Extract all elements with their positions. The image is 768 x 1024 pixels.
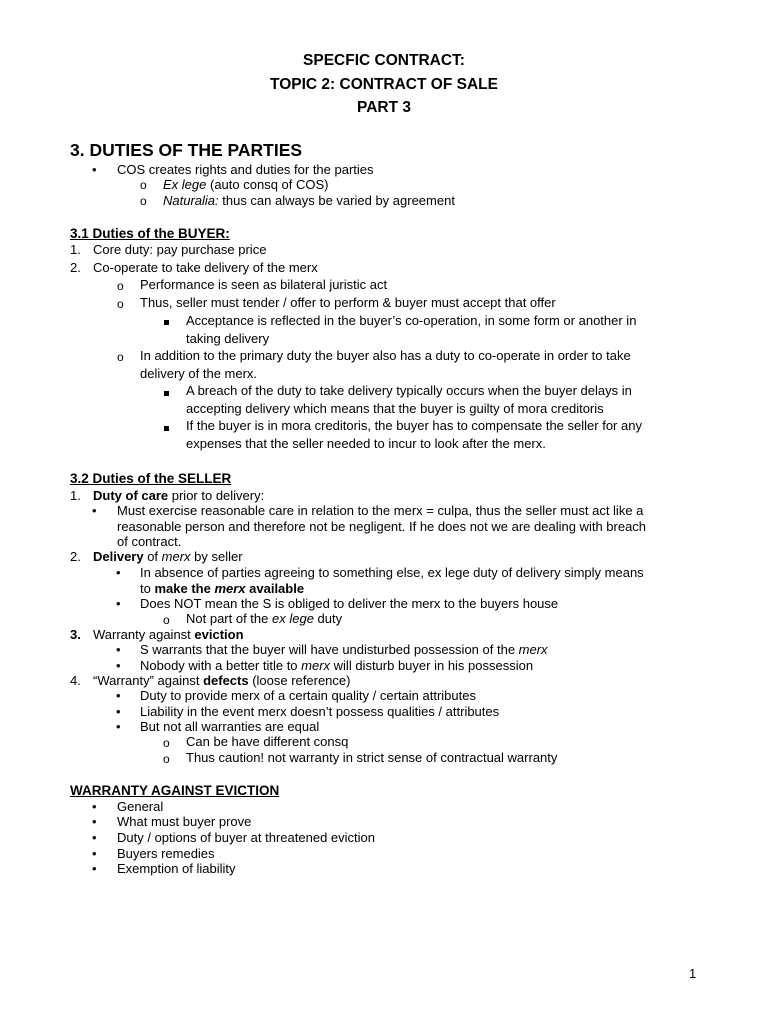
seller-delivery-line-2: to make the merx available bbox=[140, 581, 305, 596]
buyer-item-1-number: 1. bbox=[70, 242, 81, 257]
title-line-2: TOPIC 2: CONTRACT OF SALE bbox=[270, 76, 498, 93]
warranty-item: Exemption of liability bbox=[117, 861, 236, 876]
small-bullet-icon: • bbox=[116, 596, 121, 611]
buyer-sq-a-line-2: taking delivery bbox=[186, 331, 270, 346]
buyer-sq-b-line-1: A breach of the duty to take delivery typically occurs when the buyer delays in bbox=[186, 383, 632, 398]
buyer-sq-a-line-1: Acceptance is reflected in the buyer’s co-operation, in some form or another in bbox=[186, 313, 637, 328]
seller-care-line-2: reasonable person and therefore not be negligent. If he does not we are dealing with breach bbox=[117, 519, 647, 534]
bullet-dot-icon: • bbox=[92, 503, 97, 518]
seller-care-line-1: Must exercise reasonable care in relation to the merx = culpa, thus the seller must act like a bbox=[117, 503, 644, 518]
buyer-sq-c-line-2: expenses that the seller needed to incur to look after the merx. bbox=[186, 436, 546, 451]
warranty-item: What must buyer prove bbox=[117, 814, 252, 829]
small-bullet-icon: • bbox=[116, 565, 121, 580]
section-3-bullet-1: COS creates rights and duties for the parties bbox=[117, 162, 374, 177]
warranty-heading: WARRANTY AGAINST EVICTION bbox=[70, 783, 280, 798]
small-bullet-icon: • bbox=[116, 704, 121, 719]
buyer-sub-c-line-2: delivery of the merx. bbox=[140, 366, 258, 381]
seller-defects-line-3: But not all warranties are equal bbox=[140, 719, 320, 734]
bullet-dot-icon: • bbox=[92, 162, 97, 177]
seller-care-line-3: of contract. bbox=[117, 534, 182, 549]
section-3-heading: 3. DUTIES OF THE PARTIES bbox=[70, 140, 303, 160]
small-bullet-icon: • bbox=[116, 688, 121, 703]
seller-item-3: Warranty against eviction bbox=[93, 627, 244, 642]
small-bullet-icon: • bbox=[92, 830, 97, 845]
buyer-sub-b: Thus, seller must tender / offer to perform & buyer must accept that offer bbox=[140, 295, 556, 310]
seller-delivery-sub: Not part of the ex lege duty bbox=[186, 611, 343, 626]
buyer-item-2: Co-operate to take delivery of the merx bbox=[93, 260, 318, 275]
small-bullet-icon: • bbox=[92, 861, 97, 876]
seller-delivery-line-1: In absence of parties agreeing to something else, ex lege duty of delivery simply means bbox=[140, 565, 644, 580]
small-bullet-icon: • bbox=[92, 799, 97, 814]
circle-bullet-icon: o bbox=[163, 736, 170, 750]
seller-item-3-number: 3. bbox=[70, 627, 81, 642]
small-bullet-icon: • bbox=[116, 642, 121, 657]
seller-heading: 3.2 Duties of the SELLER bbox=[70, 471, 232, 486]
seller-eviction-line-1: S warrants that the buyer will have undisturbed possession of the merx bbox=[140, 642, 548, 657]
square-bullet-icon bbox=[164, 419, 169, 435]
buyer-heading: 3.1 Duties of the BUYER: bbox=[70, 226, 230, 241]
seller-item-2: Delivery of merx by seller bbox=[93, 549, 243, 564]
seller-item-4: “Warranty” against defects (loose reference) bbox=[93, 673, 351, 688]
seller-defects-sub-2: Thus caution! not warranty in strict sense of contractual warranty bbox=[186, 750, 558, 765]
circle-bullet-icon: o bbox=[140, 178, 147, 192]
seller-delivery-line-3: Does NOT mean the S is obliged to deliver the merx to the buyers house bbox=[140, 596, 559, 611]
section-3-sub-2: Naturalia: thus can always be varied by agreement bbox=[163, 193, 455, 208]
seller-item-4-number: 4. bbox=[70, 673, 81, 688]
seller-defects-line-2: Liability in the event merx doesn’t possess qualities / attributes bbox=[140, 704, 500, 719]
square-bullet-icon bbox=[164, 313, 169, 329]
square-bullet-icon bbox=[164, 384, 169, 400]
circle-bullet-icon: o bbox=[117, 350, 124, 364]
circle-bullet-icon: o bbox=[163, 613, 170, 627]
warranty-item: Duty / options of buyer at threatened eviction bbox=[117, 830, 375, 845]
warranty-item: General bbox=[117, 799, 164, 814]
buyer-sub-a: Performance is seen as bilateral juristic act bbox=[140, 277, 388, 292]
warranty-item: Buyers remedies bbox=[117, 846, 215, 861]
small-bullet-icon: • bbox=[116, 719, 121, 734]
title-line-3: PART 3 bbox=[357, 99, 411, 116]
small-bullet-icon: • bbox=[92, 846, 97, 861]
buyer-sub-c-line-1: In addition to the primary duty the buyer also has a duty to co-operate in order to take bbox=[140, 348, 631, 363]
seller-item-2-number: 2. bbox=[70, 549, 81, 564]
seller-defects-sub-1: Can be have different consq bbox=[186, 734, 349, 749]
buyer-sq-b-line-2: accepting delivery which means that the buyer is guilty of mora creditoris bbox=[186, 401, 604, 416]
circle-bullet-icon: o bbox=[163, 752, 170, 766]
small-bullet-icon: • bbox=[92, 814, 97, 829]
circle-bullet-icon: o bbox=[117, 297, 124, 311]
seller-item-1: Duty of care prior to delivery: bbox=[93, 488, 265, 503]
seller-eviction-line-2: Nobody with a better title to merx will disturb buyer in his possession bbox=[140, 658, 534, 673]
seller-item-1-number: 1. bbox=[70, 488, 81, 503]
circle-bullet-icon: o bbox=[117, 279, 124, 293]
page-number: 1 bbox=[689, 966, 697, 981]
title-line-1: SPECFIC CONTRACT: bbox=[303, 52, 465, 69]
buyer-item-1: Core duty: pay purchase price bbox=[93, 242, 267, 257]
circle-bullet-icon: o bbox=[140, 194, 147, 208]
buyer-item-2-number: 2. bbox=[70, 260, 81, 275]
small-bullet-icon: • bbox=[116, 658, 121, 673]
buyer-sq-c-line-1: If the buyer is in mora creditoris, the buyer has to compensate the seller for any bbox=[186, 418, 642, 433]
section-3-sub-1: Ex lege (auto consq of COS) bbox=[163, 177, 329, 192]
seller-defects-line-1: Duty to provide merx of a certain quality / certain attributes bbox=[140, 688, 476, 703]
